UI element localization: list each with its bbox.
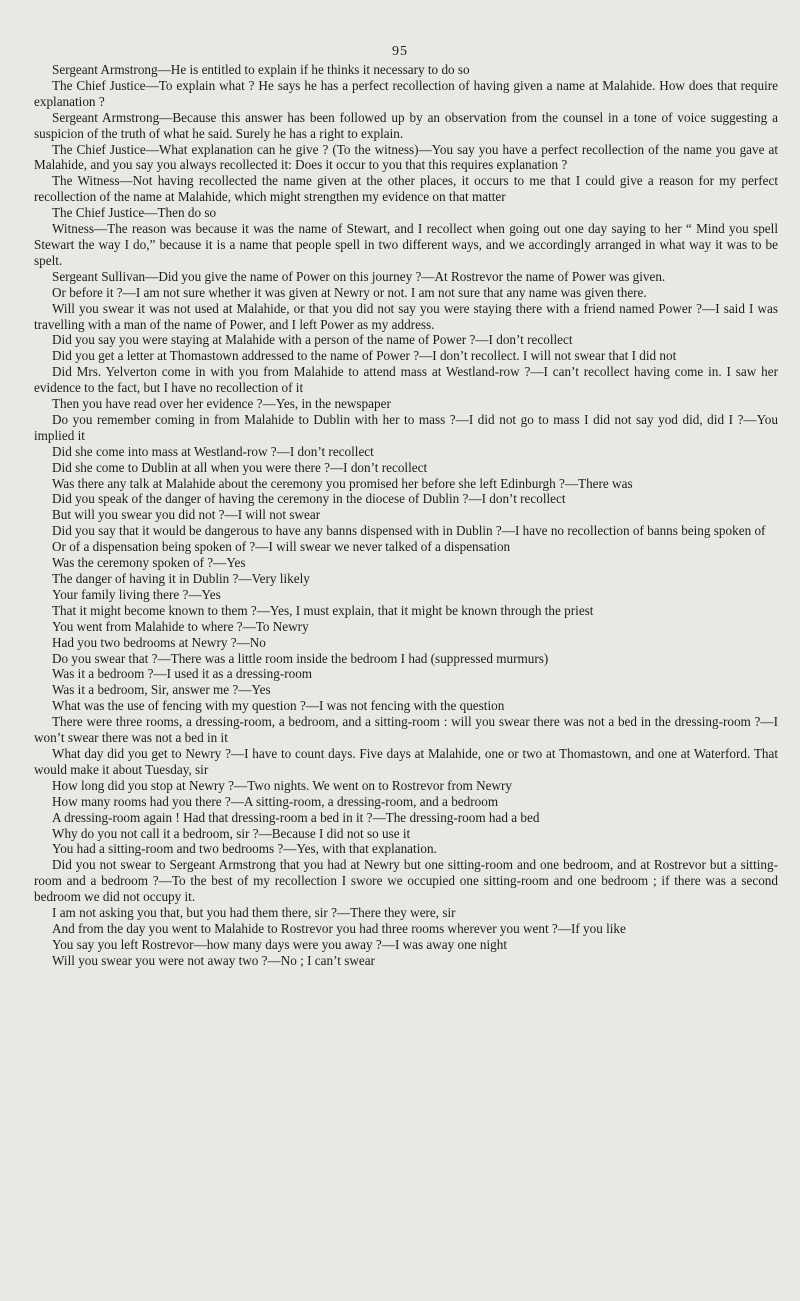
paragraph: You say you left Rostrevor—how many days were you away ?—I was away one night <box>52 936 507 952</box>
paragraph: Did you say you were staying at Malahide with a person of the name of Power ?—I don’t recollect <box>52 332 573 348</box>
paragraph: How long did you stop at Newry ?—Two nights. We went on to Rostrevor from Newry <box>52 777 513 793</box>
page-number: 95 <box>392 44 408 59</box>
paragraph: Was the ceremony spoken of ?—Yes <box>52 555 246 571</box>
body-text <box>34 62 778 969</box>
paragraph: Will you swear it was not used at Malahide, or that you did not say you were staying there with a friend named Power ?—I said I was travelling with a man of the name of Power, and I left Power as my address. <box>34 300 778 332</box>
paragraph: I am not asking you that, but you had them there, sir ?—There they were, sir <box>52 905 456 921</box>
paragraph: Did you speak of the danger of having the ceremony in the diocese of Dublin ?—I don’t recollect <box>52 491 566 507</box>
paragraph: Will you swear you were not away two ?—No ; I can’t swear <box>52 952 375 968</box>
paragraph: Sergeant Armstrong—He is entitled to explain if he thinks it necessary to do so <box>52 62 470 77</box>
paragraph: Do you swear that ?—There was a little room inside the bedroom I had (suppressed murmurs) <box>52 650 549 666</box>
paragraph: Did she come into mass at Westland-row ?—I don’t recollect <box>52 443 374 459</box>
paragraph: What day did you get to Newry ?—I have to count days. Five days at Malahide, one or two at Thomastown, and one at Waterford. That would make it about Tuesday, sir <box>34 745 778 777</box>
paragraph: Witness—The reason was because it was the name of Stewart, and I recollect when going out one day saying to her “ Mind you spell Stewart the way I do,” because it is a name that people spell in two different ways, and we accordingly arranged in what way it was to be spelt. <box>34 221 778 268</box>
paragraph: The Chief Justice—To explain what ? He says he has a perfect recollection of having given a name at Malahide. How does that require explanation ? <box>34 77 778 109</box>
paragraph: How many rooms had you there ?—A sitting-room, a dressing-room, and a bedroom <box>52 793 499 809</box>
paragraph: That it might become known to them ?—Yes, I must explain, that it might be known through the priest <box>52 602 594 618</box>
paragraph: The Chief Justice—What explanation can he give ? (To the witness)—You say you have a perfect recollection of the name you gave at Malahide, and you say you always recollected it: Does it occur to you that this requires explanation ? <box>34 141 778 173</box>
paragraph: The Chief Justice—Then do so <box>52 205 217 221</box>
paragraph: Did you get a letter at Thomastown addressed to the name of Power ?—I don’t recollect. I will not swear that I did not <box>52 348 677 364</box>
paragraph: A dressing-room again ! Had that dressing-room a bed in it ?—The dressing-room had a bed <box>52 809 540 825</box>
paragraph: The Witness—Not having recollected the name given at the other places, it occurs to me that I could give a reason for my perfect recollection of the name at Malahide, which might strengthen my evidence on that matter <box>34 173 778 205</box>
paragraph: You went from Malahide to where ?—To Newry <box>52 618 309 634</box>
paragraph: Or before it ?—I am not sure whether it was given at Newry or not. I am not sure that any name was given there. <box>52 284 647 300</box>
paragraph: Why do you not call it a bedroom, sir ?—Because I did not so use it <box>52 825 411 841</box>
paragraph: Was it a bedroom ?—I used it as a dressing-room <box>52 666 313 682</box>
paragraph: But will you swear you did not ?—I will not swear <box>52 507 321 523</box>
paragraph: Was it a bedroom, Sir, answer me ?—Yes <box>52 682 271 698</box>
paragraph: Sergeant Sullivan—Did you give the name of Power on this journey ?—At Rostrevor the name of Power was given. <box>52 268 666 284</box>
paragraph: Do you remember coming in from Malahide to Dublin with her to mass ?—I did not go to mass I did not say yod did, did I ?—You implied it <box>34 411 778 443</box>
paragraph: Did she come to Dublin at all when you were there ?—I don’t recollect <box>52 459 428 475</box>
paragraph: Did Mrs. Yelverton come in with you from Malahide to attend mass at Westland-row ?—I can’t recollect having come in. I saw her evidence to the fact, but I have no recollection of it <box>34 364 778 396</box>
paragraph: Did you not swear to Sergeant Armstrong that you had at Newry but one sitting-room and one bedroom, and at Rostrevor but a sitting-room and a bedroom ?—To the best of my recollection I swore we occupied one sitting-room and one bedroom ; if there was a second bedroom we did not occupy it. <box>34 857 778 905</box>
paragraph: Sergeant Armstrong—Because this answer has been followed up by an observation from the counsel in a tone of voice suggesting a suspicion of the truth of what he said. Surely he has a right to explain. <box>34 109 778 141</box>
paragraph: Was there any talk at Malahide about the ceremony you promised her before she left Edinburgh ?—There was <box>52 475 633 491</box>
paragraph: Had you two bedrooms at Newry ?—No <box>52 634 266 650</box>
paragraph: There were three rooms, a dressing-room, a bedroom, and a sitting-room : will you swear there was not a bed in the dressing-room ?—I won’t swear there was not a bed in it <box>34 714 778 746</box>
paragraph: Or of a dispensation being spoken of ?—I will swear we never talked of a dispensation <box>52 539 511 555</box>
paragraph: Your family living there ?—Yes <box>52 586 221 602</box>
paragraph: The danger of having it in Dublin ?—Very likely <box>52 571 310 586</box>
paragraph: And from the day you went to Malahide to Rostrevor you had three rooms wherever you went ?—If you like <box>52 920 626 936</box>
paragraph: Then you have read over her evidence ?—Yes, in the newspaper <box>52 396 391 412</box>
paragraph: Did you say that it would be dangerous to have any banns dispensed with in Dublin ?—I have no recollection of banns being spoken of <box>52 523 766 539</box>
paragraph: What was the use of fencing with my question ?—I was not fencing with the question <box>52 698 505 714</box>
paragraph: You had a sitting-room and two bedrooms ?—Yes, with that explanation. <box>52 841 437 857</box>
